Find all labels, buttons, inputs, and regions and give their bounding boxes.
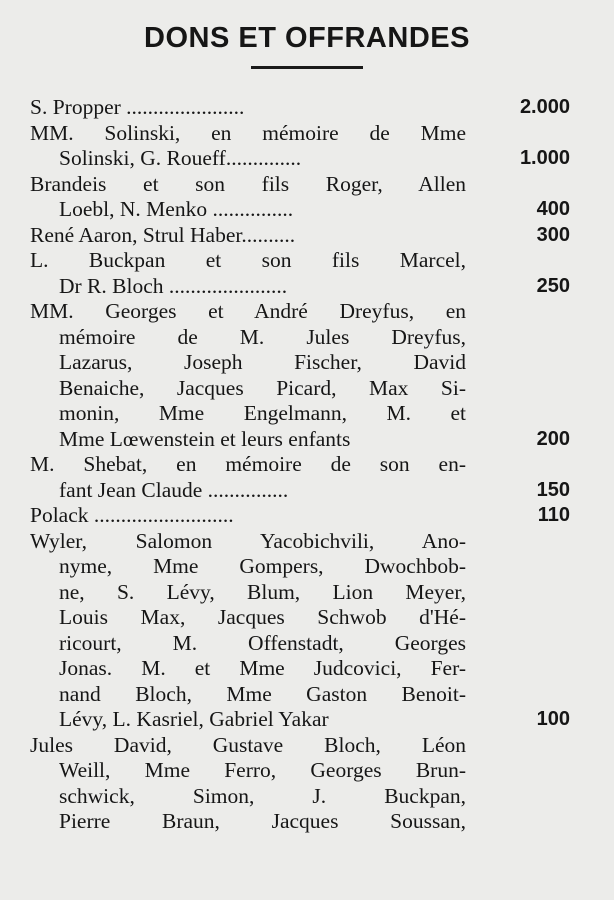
donation-entry [30, 299, 570, 452]
donor-line: Jules David, Gustave Bloch, Léon [30, 732, 466, 757]
title-underline [251, 66, 363, 69]
donor-line: Mme Lœwenstein et leurs enfants [59, 426, 351, 451]
donor-line: Lévy, L. Kasriel, Gabriel Yakar [59, 707, 329, 731]
donor-line: MM. Georges et André Dreyfus, en [30, 299, 466, 323]
donation-amount: 110 [537, 504, 570, 526]
donation-entry [30, 248, 570, 299]
donor-line: Loebl, N. Menko ............... [59, 197, 294, 221]
donation-amount: 1.000 [519, 147, 570, 169]
donation-amount: 250 [536, 274, 570, 297]
donor-line: Brandeis et son fils Roger, Allen [30, 171, 466, 196]
donor-line: Jonas. M. et Mme Judcovici, Fer- [59, 656, 466, 680]
donation-entry [30, 95, 570, 121]
donor-line: Benaiche, Jacques Picard, Max Si- [59, 375, 466, 400]
donation-amount: 200 [536, 427, 570, 450]
donor-line: ricourt, M. Offenstadt, Georges [59, 630, 466, 655]
donation-entry [30, 452, 570, 503]
donation-entry [30, 121, 570, 172]
donation-entry [30, 172, 570, 223]
donor-line: Dr R. Bloch ...................... [59, 273, 288, 298]
donation-amount: 400 [536, 198, 570, 220]
donation-entry [30, 529, 570, 733]
donor-line: Lazarus, Joseph Fischer, David [59, 350, 466, 374]
page-title: DONS ET OFFRANDES [144, 22, 470, 54]
donation-entry [30, 503, 570, 529]
donation-list [30, 95, 570, 835]
donor-line: mémoire de M. Jules Dreyfus, [59, 324, 466, 349]
donation-amount: 150 [536, 478, 570, 501]
donor-line: Solinski, G. Roueff.............. [59, 146, 302, 170]
donor-line: Pierre Braun, Jacques Soussan, [59, 809, 466, 833]
donation-amount: 300 [536, 223, 570, 246]
donor-line: fant Jean Claude ............... [59, 477, 289, 502]
donation-entry [30, 223, 570, 249]
donor-line: nand Bloch, Mme Gaston Benoit- [59, 681, 466, 706]
donor-line: monin, Mme Engelmann, M. et [59, 401, 466, 425]
donation-entry [30, 733, 570, 835]
donor-line: L. Buckpan et son fils Marcel, [30, 248, 466, 272]
donor-line: Weill, Mme Ferro, Georges Brun- [59, 758, 466, 782]
donor-line: schwick, Simon, J. Buckpan, [59, 783, 466, 808]
donor-line: ne, S. Lévy, Blum, Lion Meyer, [59, 579, 466, 604]
donor-line: Wyler, Salomon Yacobichvili, Ano- [30, 528, 466, 553]
donor-line: M. Shebat, en mémoire de son en- [30, 452, 466, 476]
donor-line: S. Propper ...................... [30, 95, 245, 119]
donation-amount: 2.000 [519, 96, 570, 118]
donor-line: Polack .......................... [30, 503, 234, 527]
donor-line: Louis Max, Jacques Schwob d'Hé- [59, 605, 466, 629]
donation-amount: 100 [536, 708, 570, 730]
donor-line: René Aaron, Strul Haber.......... [30, 222, 296, 247]
donor-line: nyme, Mme Gompers, Dwochbob- [59, 554, 466, 578]
donor-line: MM. Solinski, en mémoire de Mme [30, 120, 466, 145]
